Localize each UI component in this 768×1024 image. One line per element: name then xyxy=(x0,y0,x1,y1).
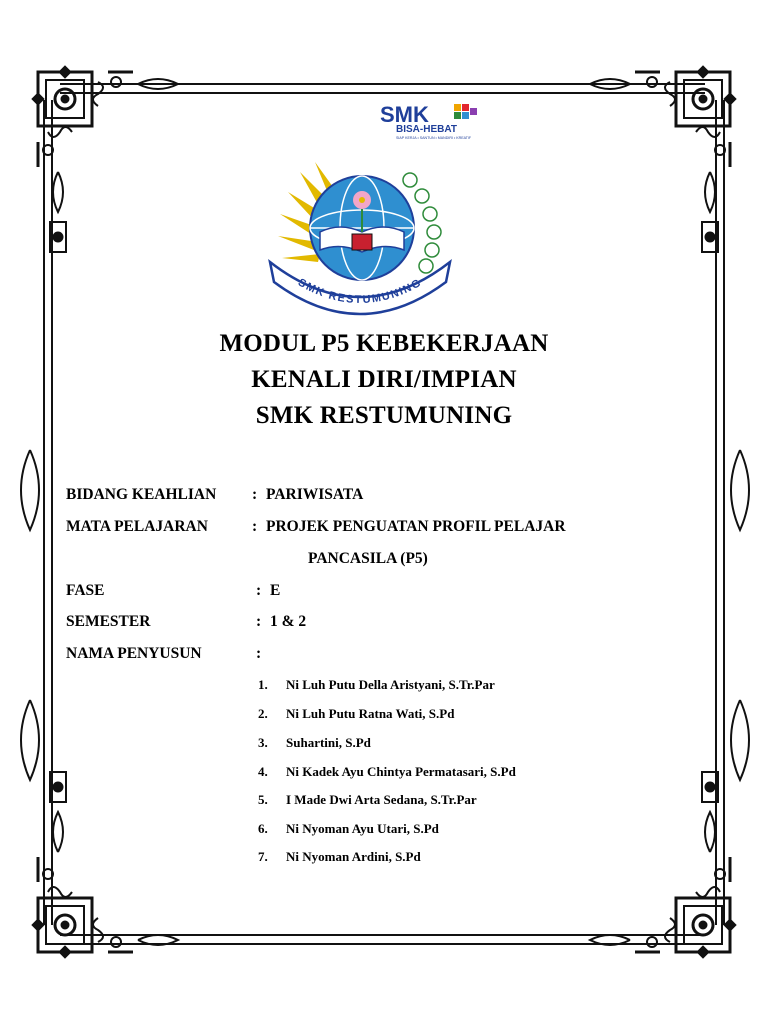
mapel-label: MATA PELAJARAN xyxy=(66,518,208,535)
colon: : xyxy=(256,613,262,630)
badge-tagline: BISA-HEBAT xyxy=(396,124,457,135)
author-number: 2. xyxy=(258,706,268,721)
author-name: Suhartini, S.Pd xyxy=(286,735,371,750)
ribbon-text: SMK RESTUMUNING xyxy=(295,276,425,307)
info-row-fase xyxy=(66,582,280,600)
author-number: 3. xyxy=(258,735,268,750)
colon: : xyxy=(256,582,262,599)
penyusun-label: NAMA PENYUSUN xyxy=(66,645,202,662)
info-row-mapel xyxy=(66,518,566,536)
smk-text: SMK xyxy=(380,102,429,127)
badge-subtag: SIAP KERJA • SANTUN • MANDIRI • KREATIF xyxy=(396,136,472,140)
author-number: 4. xyxy=(258,764,268,779)
semester-value: 1 & 2 xyxy=(270,613,307,630)
info-row-semester xyxy=(66,613,306,631)
bidang-label: BIDANG KEAHLIAN xyxy=(66,486,217,503)
author-name: Ni Kadek Ayu Chintya Permatasari, S.Pd xyxy=(286,764,516,779)
list-item xyxy=(258,735,371,751)
document-title-line2: KENALI DIRI/IMPIAN xyxy=(251,366,517,393)
colon: : xyxy=(256,645,262,662)
list-item xyxy=(258,792,477,808)
list-item xyxy=(258,764,516,780)
smk-restumuning-emblem xyxy=(260,132,460,320)
author-name: Ni Luh Putu Ratna Wati, S.Pd xyxy=(286,706,455,721)
author-name: Ni Luh Putu Della Aristyani, S.Tr.Par xyxy=(286,677,495,692)
list-item xyxy=(258,821,439,837)
author-number: 5. xyxy=(258,792,268,807)
list-item xyxy=(258,849,421,865)
document-title-line3: SMK RESTUMUNING xyxy=(255,402,513,429)
author-number: 1. xyxy=(258,677,268,692)
fase-label: FASE xyxy=(66,582,105,599)
list-item xyxy=(258,677,495,693)
colon: : xyxy=(252,518,258,535)
document-title-line1: MODUL P5 KEBEKERJAAN xyxy=(219,330,549,357)
info-row-bidang xyxy=(66,486,363,504)
mapel-value: PROJEK PENGUATAN PROFIL PELAJAR xyxy=(266,518,566,535)
bidang-value: PARIWISATA xyxy=(266,486,364,503)
author-name: Ni Nyoman Ardini, S.Pd xyxy=(286,849,421,864)
colon: : xyxy=(252,486,258,503)
author-number: 6. xyxy=(258,821,268,836)
author-number: 7. xyxy=(258,849,268,864)
author-name: I Made Dwi Arta Sedana, S.Tr.Par xyxy=(286,792,477,807)
mapel-value-continued: PANCASILA (P5) xyxy=(308,550,428,567)
semester-label: SEMESTER xyxy=(66,613,151,630)
author-name: Ni Nyoman Ayu Utari, S.Pd xyxy=(286,821,439,836)
info-row-penyusun xyxy=(66,645,270,663)
list-item xyxy=(258,706,454,722)
fase-value: E xyxy=(270,582,281,599)
